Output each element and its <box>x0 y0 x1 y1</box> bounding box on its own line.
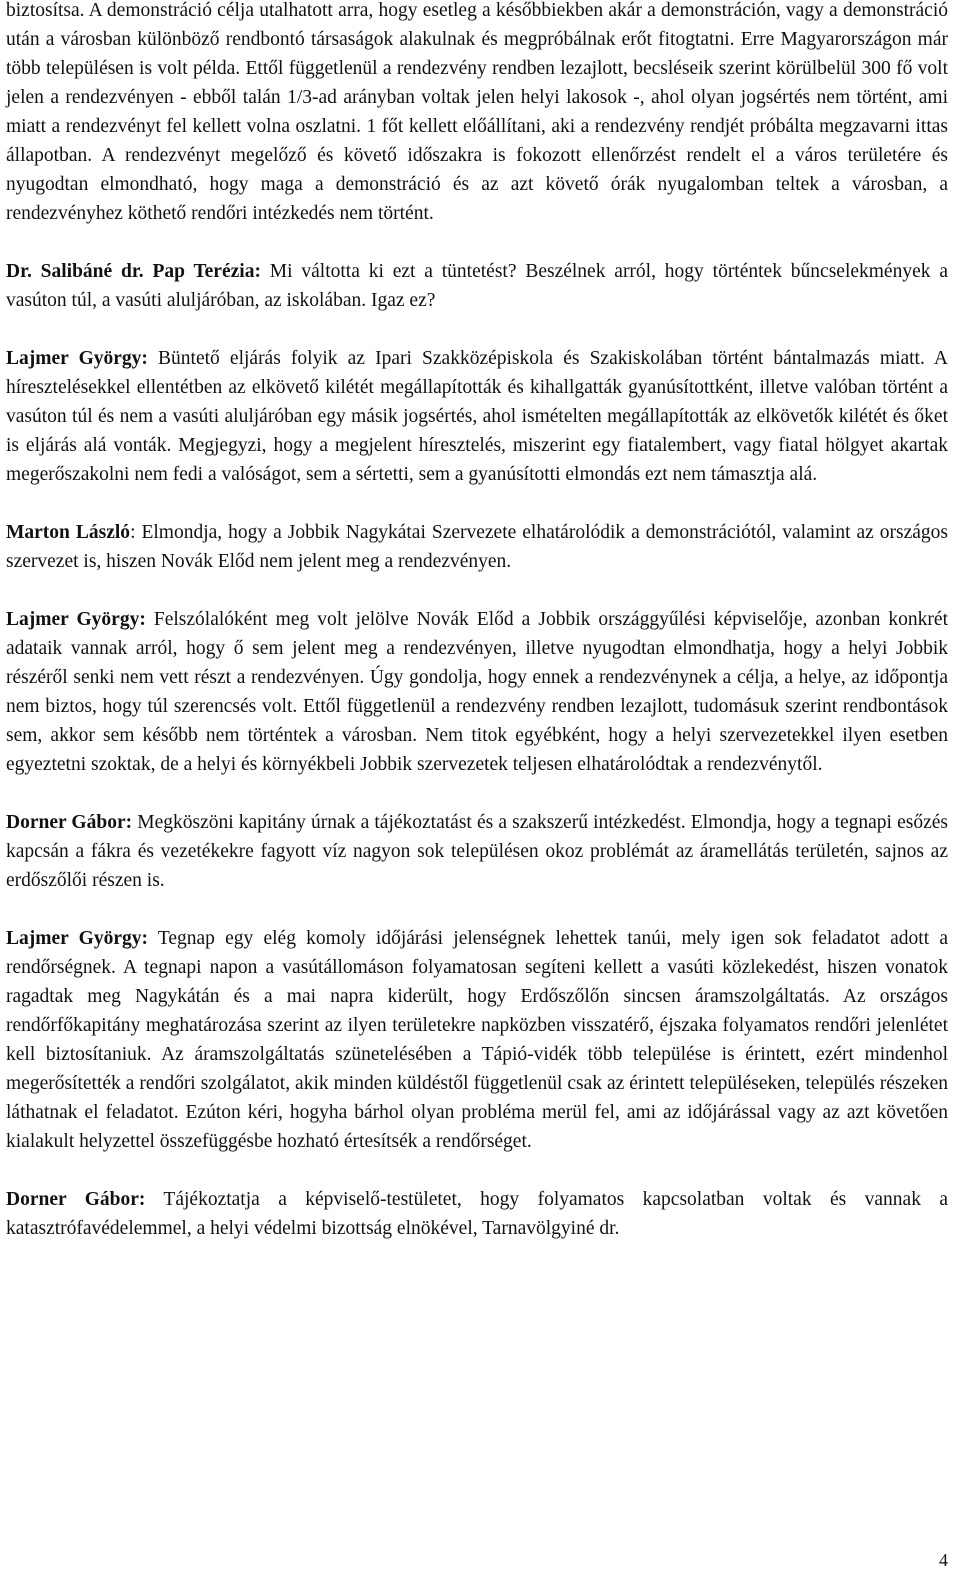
paragraph-dorner-1 <box>6 808 948 895</box>
paragraph-text: Felszólalóként meg volt jelölve Novák Előd a Jobbik országgyűlési képviselője, azonban konkrét adataik vannak arról, hogy ő sem jelent meg a rendezvényen, illetve nyugodtan elmondhatja, hogy a helyi Jobbik részéről senki nem vett részt a rendezvényen. Úgy gondolja, hogy ennek a rendezvénynek a célja, a helye, az időpontja nem biztos, hogy túl szerencsés volt. Ettől függetlenül a rendezvény rendben lezajlott, tudomásuk szerint rendbontások sem, akkor sem később nem történtek a városban. Nem titok egyébként, hogy a helyi szervezetekkel ilyen esetben egyeztetni szoktak, de a helyi és környékbeli Jobbik szervezetek teljesen elhatárolódtak a rendezvénytől. <box>6 609 948 775</box>
speaker-name: Dr. Salibáné dr. Pap Terézia: <box>6 261 261 282</box>
paragraph-continuation <box>6 0 948 228</box>
speaker-name: Dorner Gábor: <box>6 1189 146 1210</box>
page-number: 4 <box>939 1550 948 1570</box>
paragraph-text: Mi váltotta ki ezt a tüntetést? Beszélnek arról, hogy történtek bűncselekmények a vasúton túl, a vasúti aluljáróban, az iskolában. Igaz ez? <box>6 261 948 311</box>
paragraph-lajmer-1 <box>6 344 948 489</box>
speaker-name: Lajmer György: <box>6 348 148 369</box>
paragraph-text: Büntető eljárás folyik az Ipari Szakközépiskola és Szakiskolában történt bántalmazás miatt. A híresztelésekkel ellentétben az elkövető kilétét megállapították és kihallgatták gyanúsítottként, illetve valóban történt a vasúton túl és nem a vasúti aluljáróban egy másik jogsértés, ahol ismételten megállapították az elkövetők kilétét és őket is eljárás alá vonták. Megjegyzi, hogy a megjelent híresztelés, miszerint egy fiatalembert, vagy fiatal hölgyet akartak megerőszakolni nem fedi a valóságot, sem a sértetti, sem a gyanúsítotti elmondás ezt nem támasztja alá. <box>6 348 948 485</box>
speaker-name: Dorner Gábor: <box>6 812 133 833</box>
speaker-name: Lajmer György: <box>6 928 148 949</box>
paragraph-marton <box>6 518 948 576</box>
paragraph-dorner-2 <box>6 1185 948 1243</box>
paragraph-text: : Elmondja, hogy a Jobbik Nagykátai Szervezete elhatárolódik a demonstrációtól, valamint az országos szervezet is, hiszen Novák Előd nem jelent meg a rendezvényen. <box>6 522 948 572</box>
document-page <box>6 0 948 1243</box>
paragraph-text: biztosítsa. A demonstráció célja utalhatott arra, hogy esetleg a későbbiekben akár a demonstráción, vagy a demonstráció után a városban különböző rendbontó társaságok alakulnak és megpróbálnak erőt fitogtatni. Erre Magyarországon már több településen is volt példa. Ettől függetlenül a rendezvény rendben lezajlott, becsléseik szerint körülbelül 300 fő volt jelen a rendezvényen - ebből talán 1/3-ad arányban voltak jelen helyi lakosok -, ahol olyan jogsértés nem történt, ami miatt a rendezvényt fel kellett volna oszlatni. 1 főt kellett előállítani, aki a rendezvény rendjét próbálta megzavarni ittas állapotban. A rendezvényt megelőző és követő időszakra is fokozott ellenőrzést rendelt el a város területére és nyugodtan elmondható, hogy maga a demonstráció és az azt követő órák nyugalomban teltek a városban, a rendezvényhez köthető rendőri intézkedés nem történt. <box>6 0 948 224</box>
paragraph-lajmer-2 <box>6 605 948 779</box>
paragraph-text: Tegnap egy elég komoly időjárási jelenségnek lehettek tanúi, mely igen sok feladatot adott a rendőrségnek. A tegnapi napon a vasútállomáson folyamatosan segíteni kellett a vasúti közlekedést, hiszen vonatok ragadtak meg Nagykátán és a mai napra kiderült, hogy Erdőszőlőn sincsen áramszolgáltatás. Az országos rendőrfőkapitány meghatározása szerint az ilyen területekre napközben visszatérő, éjszaka folyamatos rendőri jelenlétet kell biztosítaniuk. Az áramszolgáltatás szünetelésében a Tápió-vidék több települése is érintett, ezért mindenhol megerősítették a rendőri szolgálatot, akik minden küldéstől függetlenül csak az érintett településeken, település részeken láthatnak el feladatot. Ezúton kéri, hogyha bárhol olyan probléma merül fel, ami az időjárással vagy az azt követően kialakult helyzettel összefüggésbe hozható értesítsék a rendőrséget. <box>6 928 948 1152</box>
paragraph-salibane <box>6 257 948 315</box>
paragraph-text: Tájékoztatja a képviselő-testületet, hogy folyamatos kapcsolatban voltak és vannak a katasztrófavédelemmel, a helyi védelmi bizottság elnökével, Tarnavölgyiné dr. <box>6 1189 949 1239</box>
speaker-name: Marton László <box>6 522 131 543</box>
paragraph-lajmer-3 <box>6 924 948 1156</box>
paragraph-text: Megköszöni kapitány úrnak a tájékoztatást és a szakszerű intézkedést. Elmondja, hogy a tegnapi esőzés kapcsán a fákra és vezetékekre fagyott víz nagyon sok településen okoz problémát az áramellátás területén, sajnos az erdőszőlői részen is. <box>6 812 948 891</box>
speaker-name: Lajmer György: <box>6 609 146 630</box>
